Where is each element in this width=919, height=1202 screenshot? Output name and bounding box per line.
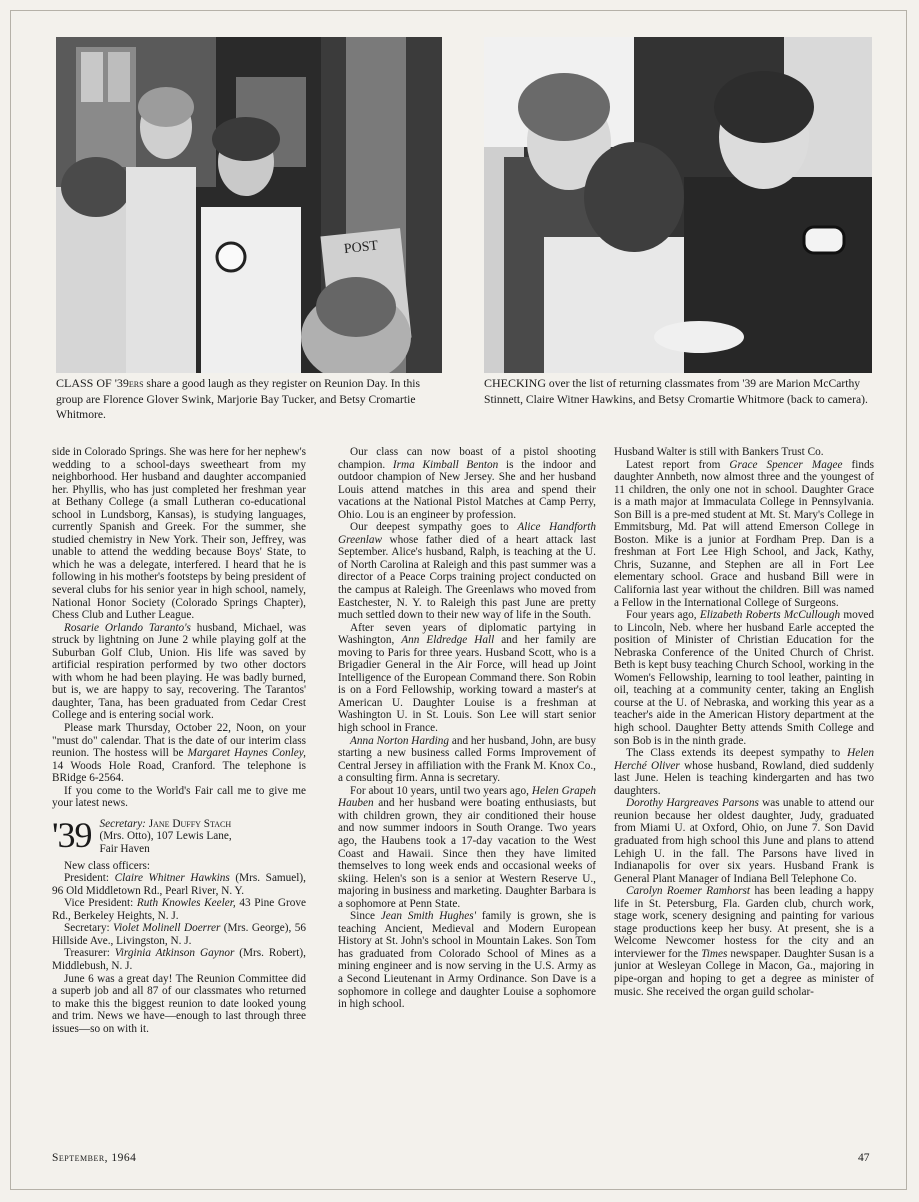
photo-caption-right bbox=[484, 376, 876, 407]
newspaper-name: Times bbox=[701, 947, 728, 960]
caption-text: share a good laugh as they register on Reunion Day. In this group are Florence Glover Swink, Marjorie Bay Tucker, and Betsy Cromartie Whitmore. bbox=[56, 377, 420, 421]
photo-caption-left bbox=[56, 376, 446, 423]
classmate-name: Carolyn Roemer Ramhorst bbox=[626, 885, 751, 898]
text-column-2 bbox=[338, 446, 596, 1136]
paragraph: Our deepest sympathy goes to Alice Handforth Greenlaw whose father died of a heart attack last September. Alice's husband, Ralph, is teaching at the U. of North Carolina at Raleigh and this past summer was a director of a Peace Corps training project conducted on the campus at Raleigh. The Greenlaws who moved from Eastchester, N. Y. to Raleigh this past June are pretty much settled down to their new way of life in the South. bbox=[338, 521, 596, 622]
classmate-name: Margaret Haynes Conley, bbox=[187, 747, 306, 760]
classmate-name: Ann Eldredge Hall bbox=[401, 634, 495, 647]
officer-vice-president: Vice President: Ruth Knowles Keeler, 43 Pine Grove Rd., Berkeley Heights, N. J. bbox=[52, 897, 306, 922]
reunion-photo-right bbox=[484, 37, 872, 373]
text-column-3 bbox=[614, 446, 874, 1136]
class-secretary: Secretary: Jane Duffy Stach (Mrs. Otto), 107 Lewis Lane, Fair Haven bbox=[99, 817, 232, 856]
classmate-name: Alice Handforth Greenlaw bbox=[338, 521, 596, 546]
paragraph: Since Jean Smith Hughes' family is grown, she is teaching Ancient, Medieval and Modern European History at St. John's school in Mountain Lakes. Son Tom has graduated from Colorado School of Mines as a mining engineer and is now serving in the U.S. Army as a Second Lieutenant in Army Ordinance. Son Dave is a sophomore in college and daughter Louise a sophomore in high school. bbox=[338, 910, 596, 1011]
paragraph: Four years ago, Elizabeth Roberts McCullough moved to Lincoln, Neb. where her husband Earle accepted the position of Minister of Christian Education for the Nebraska Conference of the United Church of Christ. Beth is kept busy teaching Church School, working in the Women's Fellowship, learning to tool leather, painting in oil, teaching at a community center, taking an English course at the U. of Nebraska, and working this year as a teacher's aide in the American History department at the high school. Daughter Betty attends Smith College and son Bob is in the ninth grade. bbox=[614, 609, 874, 747]
paragraph: Our class can now boast of a pistol shooting champion. Irma Kimball Benton is the indoor and outdoor champion of New Jersey. She and her husband Louis attend matches in this area and spend their vacations at the National Pistol Matches at Camp Perry, Ohio. Lou is an engineer by profession. bbox=[338, 446, 596, 521]
classmate-name: Helen Grapeh Hauben bbox=[338, 784, 596, 810]
paragraph: Husband Walter is still with Bankers Trust Co. bbox=[614, 446, 824, 458]
text-column-1 bbox=[52, 446, 306, 1136]
paragraph: Latest report from Grace Spencer Magee finds daughter Annbeth, now almost three and the youngest of 11 children, the only one not in school. Daughter Grace is a math major at Immaculata College in Pennsylvania. Son Bill is a pre-med student at Mt. St. Mary's College in Emmitsburg, Md. Pat will attend Emerson College in Boston. Mike is a junior at Fordham Prep. Dan is a freshman at Fort Lee High School, and Jack, Kathy, Chris, Suzanne, and Stephen are all in Fort Lee elementary school. Grace and husband Bill were in California last year without the children. Bill was named a Fellow in the International College of Surgeons. bbox=[614, 458, 874, 609]
paragraph: June 6 was a great day! The Reunion Committee did a superb job and all 87 of our classmates who returned to make this the biggest reunion to date looked young and trim. News we have—enough to last through three issues—so on with it. bbox=[52, 972, 306, 1035]
paragraph: If you come to the World's Fair call me to give me your latest news. bbox=[52, 784, 306, 810]
officer-president: President: Claire Whitner Hawkins (Mrs. Samuel), 96 Old Middletown Rd., Pearl River, N. Y. bbox=[52, 872, 306, 897]
paragraph: Carolyn Roemer Ramhorst has been leading a happy life in St. Petersburg, Fla. Garden club, church work, stage work, scenery designing and painting for various stage productions keep her busy. At present, she is a Welcome Newcomer hostess for the city and an interviewer for the Times newspaper. Daughter Susan is a junior at Wesleyan College in Macon, Ga., majoring in pipe-organ and hoping to get a degree as minister of music. She received the organ guild scholar- bbox=[614, 885, 874, 998]
classmate-name: Irma Kimball Benton bbox=[392, 458, 499, 471]
classmate-name: Jean Smith Hughes' bbox=[380, 910, 477, 923]
class-year: '39 bbox=[52, 814, 92, 855]
class-heading bbox=[52, 814, 306, 856]
classmate-name: Anna Norton Harding bbox=[350, 734, 450, 747]
classmate-name: Elizabeth Roberts McCullough bbox=[699, 609, 841, 622]
officer-secretary: Secretary: Violet Molinell Doerrer (Mrs. George), 56 Hillside Ave., Livingston, N. J. bbox=[52, 922, 306, 947]
issue-date: September, 1964 bbox=[52, 1152, 137, 1164]
caption-text: over the list of returning classmates from '39 are Marion McCarthy Stinnett, Claire Witner Hawkins, and Betsy Cromartie Whitmore (back to camera). bbox=[484, 377, 868, 406]
caption-lead: CHECKING bbox=[484, 376, 546, 390]
paragraph: Anna Norton Harding and her husband, John, are busy starting a new business called Forms Improvement of Central Jersey in affiliation with the Frank M. Knox Co., a consulting firm. Anna is secretary. bbox=[338, 734, 596, 785]
reunion-photo-left bbox=[56, 37, 442, 373]
paragraph: side in Colorado Springs. She was here for her nephew's wedding to a school-days sweetheart from my neighborhood. Her husband and daughter accompanied her. Phyllis, who has just completed her freshman year at Bethany College (a small Lutheran co-educational school in Lundsborg, Kansas), is studying languages, currently Spanish and Greek. For the summer, she studied chemistry in New York. Their son, Jeffrey, was unable to attend the wedding because Boys' State, to which he was a delegate, interfered. I heard that he is following in his mother's footsteps by being president of several clubs for his senior year in high school, namely, National Honor Society (Colorado Springs Chapter), Chess Club and Luther League. bbox=[52, 446, 306, 622]
post-magazine-label: POST bbox=[343, 238, 379, 258]
paragraph: Rosarie Orlando Taranto's husband, Michael, was struck by lightning on June 2 while playing golf at the Suburban Golf Club, Union. His life was saved by artificial respiration performed by two other doctors with whom he had been playing. He was badly burned, but is, we are happy to say, recovering. The Tarantos' daughter, Tana, has been graduated from Cedar Crest College and is entering social work. bbox=[52, 621, 306, 722]
paragraph: After seven years of diplomatic partying in Washington, Ann Eldredge Hall and her family are moving to Paris for three years. Husband Scott, who is a Brigadier General in the Air Force, will head up Joint Intelligence of the European Command there. Son Robin is on a Ford Fellowship, working toward a master's at American U. Daughter Louise is a freshman at Washington U. in St. Louis. Son Lee will start senior high school in France. bbox=[338, 621, 596, 735]
paragraph: New class officers: bbox=[64, 859, 151, 872]
classmate-name: Helen Herché Oliver bbox=[614, 747, 874, 772]
paragraph: Please mark Thursday, October 22, Noon, on your "must do" calendar. That is the date of our interim class reunion. The hostess will be Margaret Haynes Conley, 14 Woods Hole Road, Cranford. The telephone is BRidge 6-2564. bbox=[52, 722, 306, 785]
classmate-name: Grace Spencer Magee bbox=[729, 458, 843, 471]
officer-treasurer: Treasurer: Virginia Atkinson Gaynor (Mrs. Robert), Middlebush, N. J. bbox=[52, 947, 306, 973]
paragraph: Dorothy Hargreaves Parsons was unable to attend our reunion because her oldest daughter, Judy, graduated from Miami U. at Oxford, Ohio, on June 7. Son David graduated from high school this June and plans to attend Lehigh U. in the fall. The Parsons have lived in Indianapolis for over six years. Husband Frank is General Plant Manager of Indiana Bell Telephone Co. bbox=[614, 797, 874, 885]
page-number: 47 bbox=[858, 1152, 870, 1164]
classmate-name: Dorothy Hargreaves Parsons bbox=[626, 797, 759, 810]
classmate-name: Rosarie Orlando Taranto's bbox=[64, 621, 191, 634]
caption-lead: CLASS OF '39ers bbox=[56, 376, 144, 390]
paragraph: For about 10 years, until two years ago, Helen Grapeh Hauben and her husband were boating enthusiasts, but with children grown, they air conditioned their house and now summer indoors in South Orange. Two years ago, the Haubens took a 17-day vacation to the West Coast and Hawaii. Since then they have limited themselves to long week ends and occasional weeks of skiing. Helen's son is a senior at Western Reserve U., majoring in business and marketing. Daughter Barbara is a sophomore at Penn State. bbox=[338, 784, 596, 910]
paragraph: The Class extends its deepest sympathy to Helen Herché Oliver whose husband, Rowland, died suddenly last June. Helen is teaching kindergarten and has two daughters. bbox=[614, 747, 874, 797]
